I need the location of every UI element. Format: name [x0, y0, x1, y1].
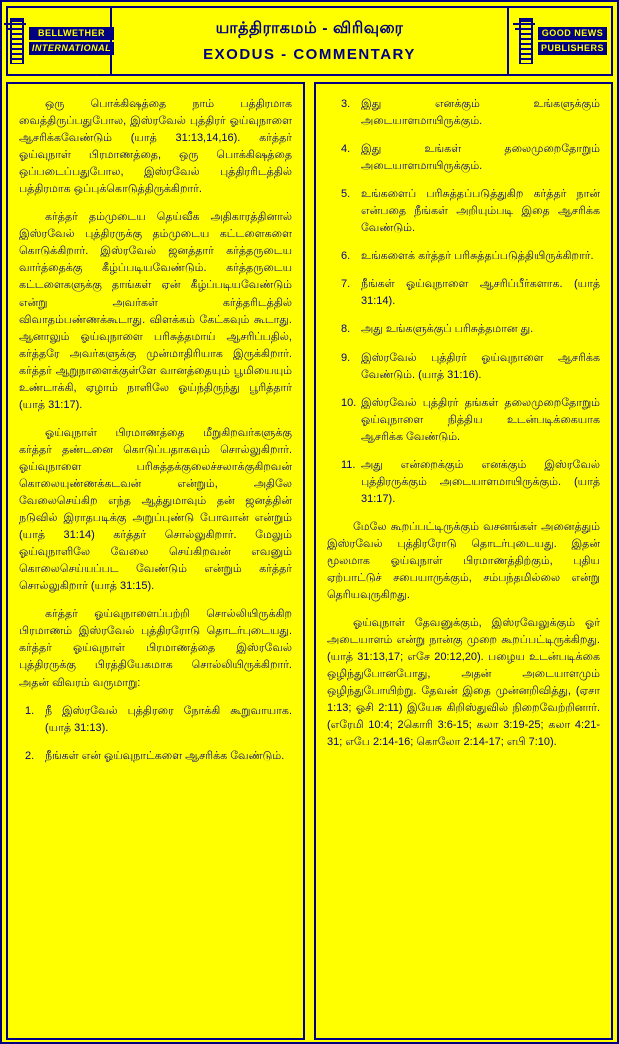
good-news-logo-line2: PUBLISHERS — [538, 42, 607, 55]
right-column — [314, 82, 613, 1040]
bellwether-logo-line2: INTERNATIONAL — [29, 42, 114, 55]
list-item-text: இது எனக்கும் உங்களுக்கும் அடையாளமாயிருக்கும். — [361, 98, 600, 128]
list-item-number: 10. — [341, 396, 357, 409]
list-item — [327, 186, 600, 237]
list-item-text: உங்களைக் கர்த்தர் பரிசுத்தப்படுத்தியிருக்கிறார். — [361, 250, 594, 263]
page-title-tamil: யாத்திராகமம் - விரிவுரை — [215, 20, 404, 38]
numbered-list — [327, 96, 600, 508]
list-item — [327, 276, 600, 310]
list-item — [327, 350, 600, 384]
paragraph: ஓய்வுநாள் பிரமாணத்தை மீறுகிறவர்களுக்கு கர்த்தர் தண்டனை கொடுப்பதாகவும் சொல்லுகிறார். ஓய்வுநாளை பரிசுத்தக்குலைச்சலாக்குகிறவன் கொலையுண்ணக்கடவன் என்றும், அதிலே வேலைசெய்கிற எந்த ஆத்துமாவும் தன் ஜனத்தின் நடுவில் இராதபடிக்கு அறுப்புண்டு போவான் என்றும் (யாத் 31:14) கர்த்தர் சொல்லுகிறார். மேலும் ஓய்வுநாளிலே வேலை செய்கிறவன் எவனும் கொலைசெய்யப்பட வேண்டும் என்றும் கர்த்தர் சொல்லுகிறார் (யாத் 31:15). — [19, 426, 292, 593]
bellwether-logo-line1: BELLWETHER — [29, 27, 114, 40]
page-title-english: EXODUS - COMMENTARY — [203, 45, 416, 63]
list-item-number: 6. — [341, 250, 351, 263]
list-item-number: 11. — [341, 458, 356, 471]
list-item-number: 7. — [341, 278, 351, 291]
numbered-list — [19, 703, 292, 765]
good-news-logo-line1: GOOD NEWS — [538, 27, 607, 40]
list-item — [19, 703, 292, 737]
list-item-number: 2. — [25, 749, 35, 762]
list-item-text: நீங்கள் என் ஓய்வுநாட்களை ஆசரிக்க வேண்டும். — [45, 749, 285, 762]
list-item — [327, 141, 600, 175]
list-item-text: இஸ்ரவேல் புத்திரர் ஓய்வுநாளை ஆசரிக்க வேண்டும். (யாத் 31:16). — [361, 351, 600, 381]
list-item-text: அது என்றைக்கும் எனக்கும் இஸ்ரவேல் புத்திரருக்கும் அடையாளமாயிருக்கும். (யாத் 31:17). — [361, 458, 600, 505]
page-title — [112, 8, 507, 74]
list-item-number: 8. — [341, 323, 351, 336]
list-item — [327, 395, 600, 446]
bellwether-international-logo — [8, 8, 112, 74]
list-item — [327, 248, 600, 265]
page-header — [6, 6, 613, 76]
list-item-text: இது உங்கள் தலைமுறைதோறும் அடையாளமாயிருக்கும். — [361, 143, 600, 173]
list-item-text: இஸ்ரவேல் புத்திரர் தங்கள் தலைமுறைதோறும் ஓய்வுநாளை நித்திய உடன்படிக்கையாக ஆசரிக்க வேண்டும். — [361, 396, 600, 443]
list-item-number: 4. — [341, 143, 351, 156]
list-item-number: 9. — [341, 351, 351, 364]
list-item-text: நீங்கள் ஓய்வுநாளை ஆசரிப்பீர்களாக. (யாத் 31:14). — [361, 278, 600, 308]
paragraph: மேலே கூறப்பட்டிருக்கும் வசனங்கள் அனைத்தும் இஸ்ரவேல் புத்திரரோடு தொடர்புடையது. இதன் மூலமாக ஓய்வுநாள் பிரமாணத்திற்கும், புதிய ஏற்பாட்டுச் சபையாருக்கும், சம்பந்தமில்லை என்று தெரியவுருகிறது. — [327, 520, 600, 602]
good-news-publishers-logo — [507, 8, 611, 74]
list-item-text: அது உங்களுக்குப் பரிசுத்தமான து. — [361, 323, 534, 336]
list-item — [327, 96, 600, 130]
body-columns — [6, 82, 613, 1040]
list-item-number: 1. — [25, 704, 35, 717]
paragraph: ஒரு பொக்கிஷத்தை நாம் பத்திரமாக வைத்திருப்பதுபோல, இஸ்ரவேல் புத்திரர் ஓய்வுநாளை ஆசரிக்கவேண்டும் (யாத் 31:13,14,16). கர்த்தர் ஓய்வுநாள் பிரமாணத்தை, ஒரு பொக்கிஷத்தை ஒப்படைப்பதுபோல, இஸ்ரவேல் புத்திரரிடத்தில் பத்திரமாக ஒப்புக்கொடுத்திருக்கிறார். — [19, 98, 292, 196]
list-item-text: உங்களைப் பரிசுத்தப்படுத்துகிற கர்த்தர் நான் என்பதை நீங்கள் அறியும்படி இதை ஆசரிக்க வேண்டும். — [361, 188, 600, 235]
list-item — [19, 748, 292, 765]
paragraph: ஓய்வுநாள் தேவனுக்கும், இஸ்ரவேலுக்கும் ஓர் அடையாளம் என்று நான்கு முறை கூறப்பட்டிருக்கிறது. (யாத் 31:13,17; எசே 20:12,20). பழைய உடன்படிக்கை ஒழிந்துபோனபோது, அதன் அடையாளமும் ஒழிந்துபோயிற்று. தேவன் இதை முன்னறிவித்து, (ஏசா 1:13; ஓசி 2:11) இயேசு கிறிஸ்துவில் நிறைவேற்றினார். (எரேமி 10:4; 2கொரி 3:6-15; கலா 3:19-25; கலா 4:21-31; எபே 2:14-16; கொலோ 2:14-17; எபி 7:10). — [327, 617, 600, 749]
list-item — [327, 457, 600, 508]
paragraph: கர்த்தர் தம்முடைய தெய்வீக அதிகாரத்தினால் இஸ்ரவேல் புத்திரருக்கு தம்முடைய கட்டளைகளை கொடுக்கிறார். இஸ்ரவேல் ஜனத்தார் கர்த்தருடைய வார்த்தைக்கு கீழ்ப்படியவேண்டும். கர்த்தருடைய கட்டளைகளுக்கு தாங்கள் ஏன் கீழ்ப்படியவேண்டும் என்று அவர்கள் கர்த்தரிடத்தில் விவாதம்பண்ணக்கூடாது. விளக்கம் கேட்கவும் கூடாது. ஆனாலும் ஓய்வுநாளை பரிசுத்தமாய் ஆசரிப்பதில், கர்த்தரே அவர்களுக்கு முன்மாதிரியாக இருக்கிறார். கர்த்தர் ஆறுநாளைக்குள்ளே வானத்தையும் பூமியையும் உண்டாக்கி, ஏழாம் நாளிலே ஓய்ந்திருந்து பூரித்தார் (யாத் 31:17). — [19, 211, 292, 411]
list-item-number: 3. — [341, 98, 351, 110]
list-item-number: 5. — [341, 188, 351, 201]
paragraph: கர்த்தர் ஓய்வுநாளைப்பற்றி சொல்லியிருக்கிற பிரமாணம் இஸ்ரவேல் புத்திரரோடு தொடர்புடையது. கர்த்தர் ஓய்வுநாள் பிரமாணத்தை இஸ்ரவேல் புத்திரருக்கு பிரத்தியேகமாக சொல்லியிருக்கிறார். அதன் விவரம் வருமாறு: — [19, 608, 292, 689]
list-item-text: நீ இஸ்ரவேல் புத்திரரை நோக்கி கூறுவாயாக. (யாத் 31:13). — [45, 704, 292, 734]
left-column — [6, 82, 305, 1040]
lighthouse-icon — [513, 18, 535, 64]
list-item — [327, 321, 600, 338]
lighthouse-icon — [4, 18, 26, 64]
